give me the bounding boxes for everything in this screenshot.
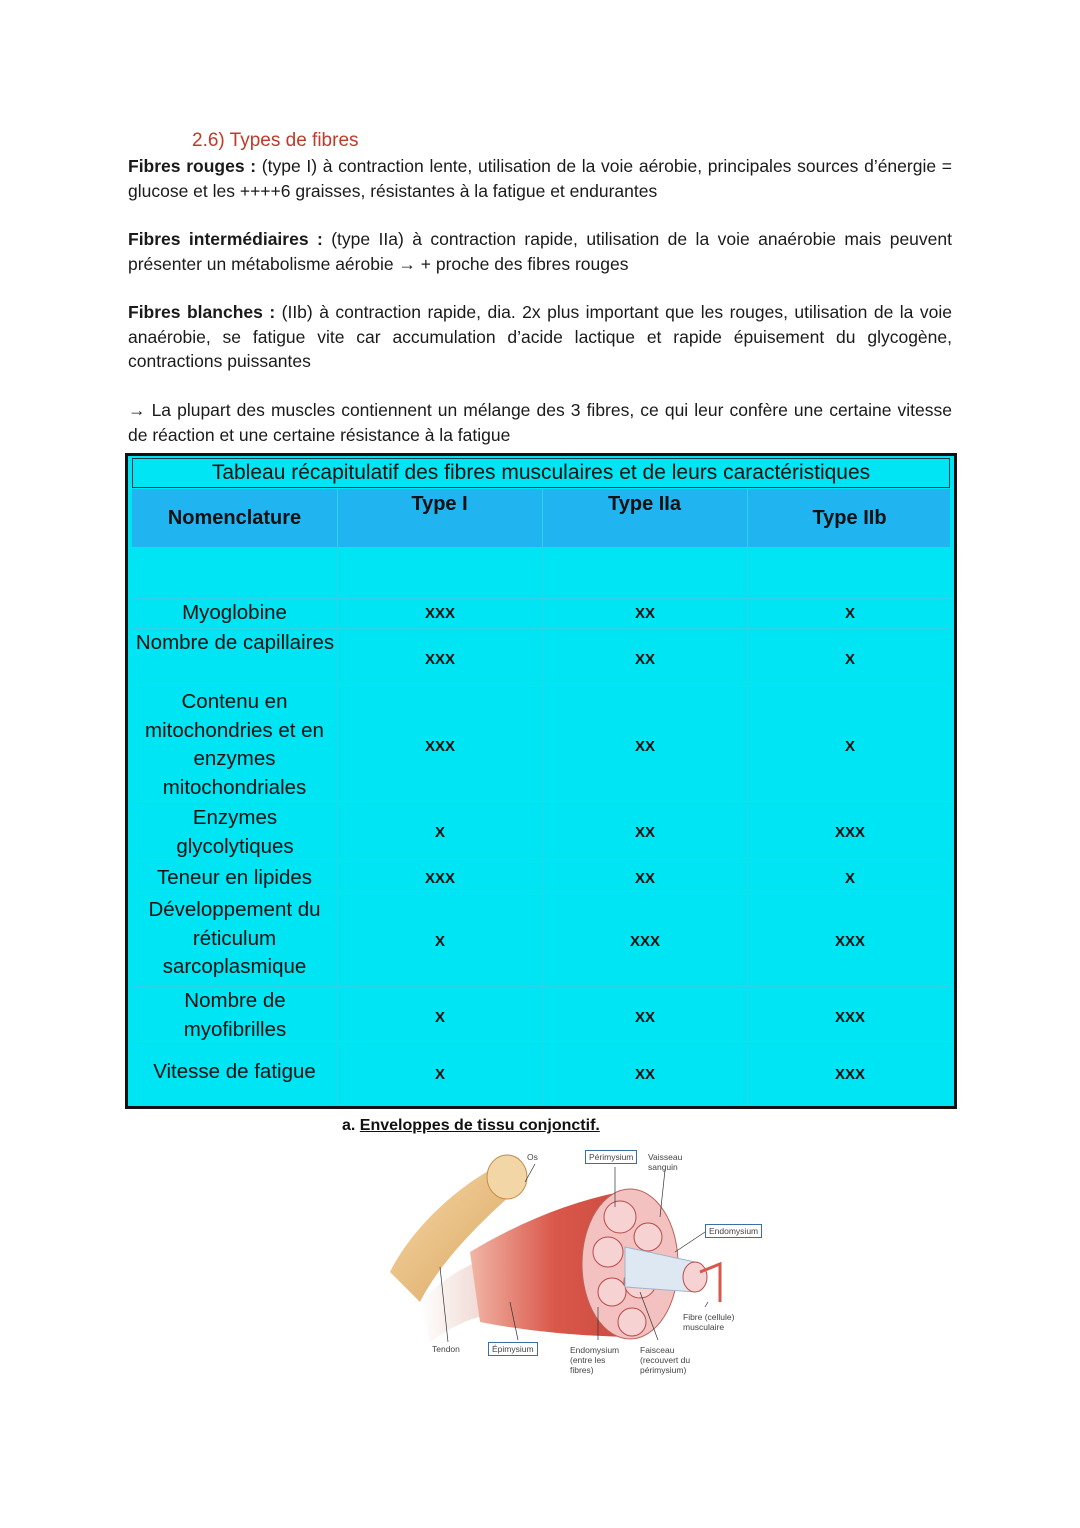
row-label: Enzymes glycolytiques — [176, 806, 294, 858]
label-endomysium-bottom: Endomysium (entre les fibres) — [570, 1345, 620, 1375]
cell-type-iib: X — [844, 605, 855, 622]
table-row — [132, 893, 950, 987]
cell-type-i: X — [434, 824, 445, 841]
table-row — [132, 1041, 950, 1102]
cell-type-i: X — [434, 1009, 445, 1026]
table-row — [132, 598, 950, 629]
fascicle — [618, 1308, 646, 1336]
row-label: Contenu en mitochondries et en enzymes mitochondriales — [145, 690, 324, 799]
row-label: Nombre de capillaires — [135, 631, 335, 654]
cell-type-iia: XX — [634, 824, 655, 841]
label-fibre: Fibre (cellule) musculaire — [683, 1312, 735, 1332]
table-row — [132, 628, 950, 686]
cell-type-iia: XX — [634, 870, 655, 887]
row-label: Développement du réticulum sarcoplasmique — [148, 898, 321, 978]
cell-type-iia: XX — [634, 1009, 655, 1026]
section-heading: 2.6) Types de fibres — [192, 130, 359, 151]
fibre-summary-table — [125, 453, 957, 1109]
row-label: Nombre de myofibrilles — [183, 989, 287, 1041]
table-row — [132, 801, 950, 862]
cell-type-i: XXX — [424, 870, 455, 887]
header-type-iia: Type IIa — [608, 493, 681, 515]
cell-type-iib: XXX — [834, 1009, 865, 1026]
cell-type-i: X — [434, 933, 445, 950]
cell-type-iia: XX — [634, 605, 655, 622]
term-intermediate-fibres: Fibres intermédiaires : — [128, 229, 323, 249]
fascicle — [598, 1278, 626, 1306]
header-type-i: Type I — [411, 493, 468, 515]
fascicle-end — [683, 1262, 707, 1292]
cell-type-iib: X — [844, 651, 855, 668]
header-nomenclature: Nomenclature — [167, 507, 302, 529]
cell-type-iia: XXX — [629, 933, 660, 950]
cell-type-iib: XXX — [834, 1066, 865, 1083]
intermediate-fibres-text: (type IIa) à contraction rapide, utilisation de la voie anaérobie mais peuvent présenter un métabolisme aérobie → + proche des fibres rouges — [128, 229, 952, 274]
table-row — [132, 685, 950, 802]
cell-type-i: XXX — [424, 738, 455, 755]
cell-type-i: X — [434, 1066, 445, 1083]
table-header-row — [132, 489, 950, 547]
label-epimysium: Épimysium — [488, 1342, 538, 1356]
fascicle — [593, 1237, 623, 1267]
red-fibres-text: (type I) à contraction lente, utilisation de la voie aérobie, principales sources d’énergie = glucose et les ++++6 graisses, résistantes à la fatigue et endurantes — [128, 156, 952, 201]
cell-type-iib: X — [844, 870, 855, 887]
label-endomysium-top: Endomysium — [705, 1224, 762, 1238]
pointer-line — [675, 1232, 705, 1252]
table-row — [132, 986, 950, 1042]
cell-type-iia: XX — [634, 651, 655, 668]
row-label: Myoglobine — [182, 601, 287, 624]
paragraph-red-fibres — [128, 154, 952, 203]
label-tendon: Tendon — [432, 1344, 460, 1354]
cell-type-iib: XXX — [834, 824, 865, 841]
cell-type-iia: XX — [634, 1066, 655, 1083]
paragraph-summary: → La plupart des muscles contiennent un mélange des 3 fibres, ce qui leur confère une certaine vitesse de réaction et une certaine résistance à la fatigue — [128, 400, 952, 445]
cell-type-iib: XXX — [834, 933, 865, 950]
table-row-empty — [132, 547, 950, 599]
row-label: Teneur en lipides — [157, 866, 312, 889]
row-label: Vitesse de fatigue — [153, 1060, 316, 1083]
bone-end — [487, 1155, 527, 1199]
figure-caption — [342, 1117, 600, 1135]
table-title: Tableau récapitulatif des fibres musculaires et de leurs caractéristiques — [132, 458, 950, 488]
figure-caption-prefix: a. — [342, 1117, 360, 1134]
label-faisceau: Faisceau (recouvert du périmysium) — [640, 1345, 691, 1375]
paragraph-intermediate-fibres — [128, 227, 952, 276]
white-fibres-text: (IIb) à contraction rapide, dia. 2x plus important que les rouges, utilisation de la voie anaérobie, se fatigue vite car accumulation d’acide lactique et rapide épuisement du glycogène, contractions puissantes — [128, 302, 952, 371]
fascicle — [604, 1201, 636, 1233]
term-white-fibres: Fibres blanches : — [128, 302, 276, 322]
cell-type-i: XXX — [424, 651, 455, 668]
paragraph-white-fibres — [128, 300, 952, 374]
cell-type-iib: X — [844, 738, 855, 755]
table-row — [132, 861, 950, 894]
term-red-fibres: Fibres rouges : — [128, 156, 257, 176]
label-vaisseau: Vaisseau sanguin — [648, 1152, 683, 1172]
cell-type-iia: XX — [634, 738, 655, 755]
header-type-iib: Type IIb — [812, 507, 887, 529]
pointer-line — [705, 1302, 708, 1307]
cell-type-i: XXX — [424, 605, 455, 622]
figure-caption-title: Enveloppes de tissu conjonctif. — [359, 1117, 600, 1134]
label-os: Os — [527, 1152, 538, 1162]
muscle-connective-tissue-figure — [370, 1142, 790, 1392]
fascicle — [634, 1223, 662, 1251]
label-perimysium: Périmysium — [585, 1150, 637, 1164]
